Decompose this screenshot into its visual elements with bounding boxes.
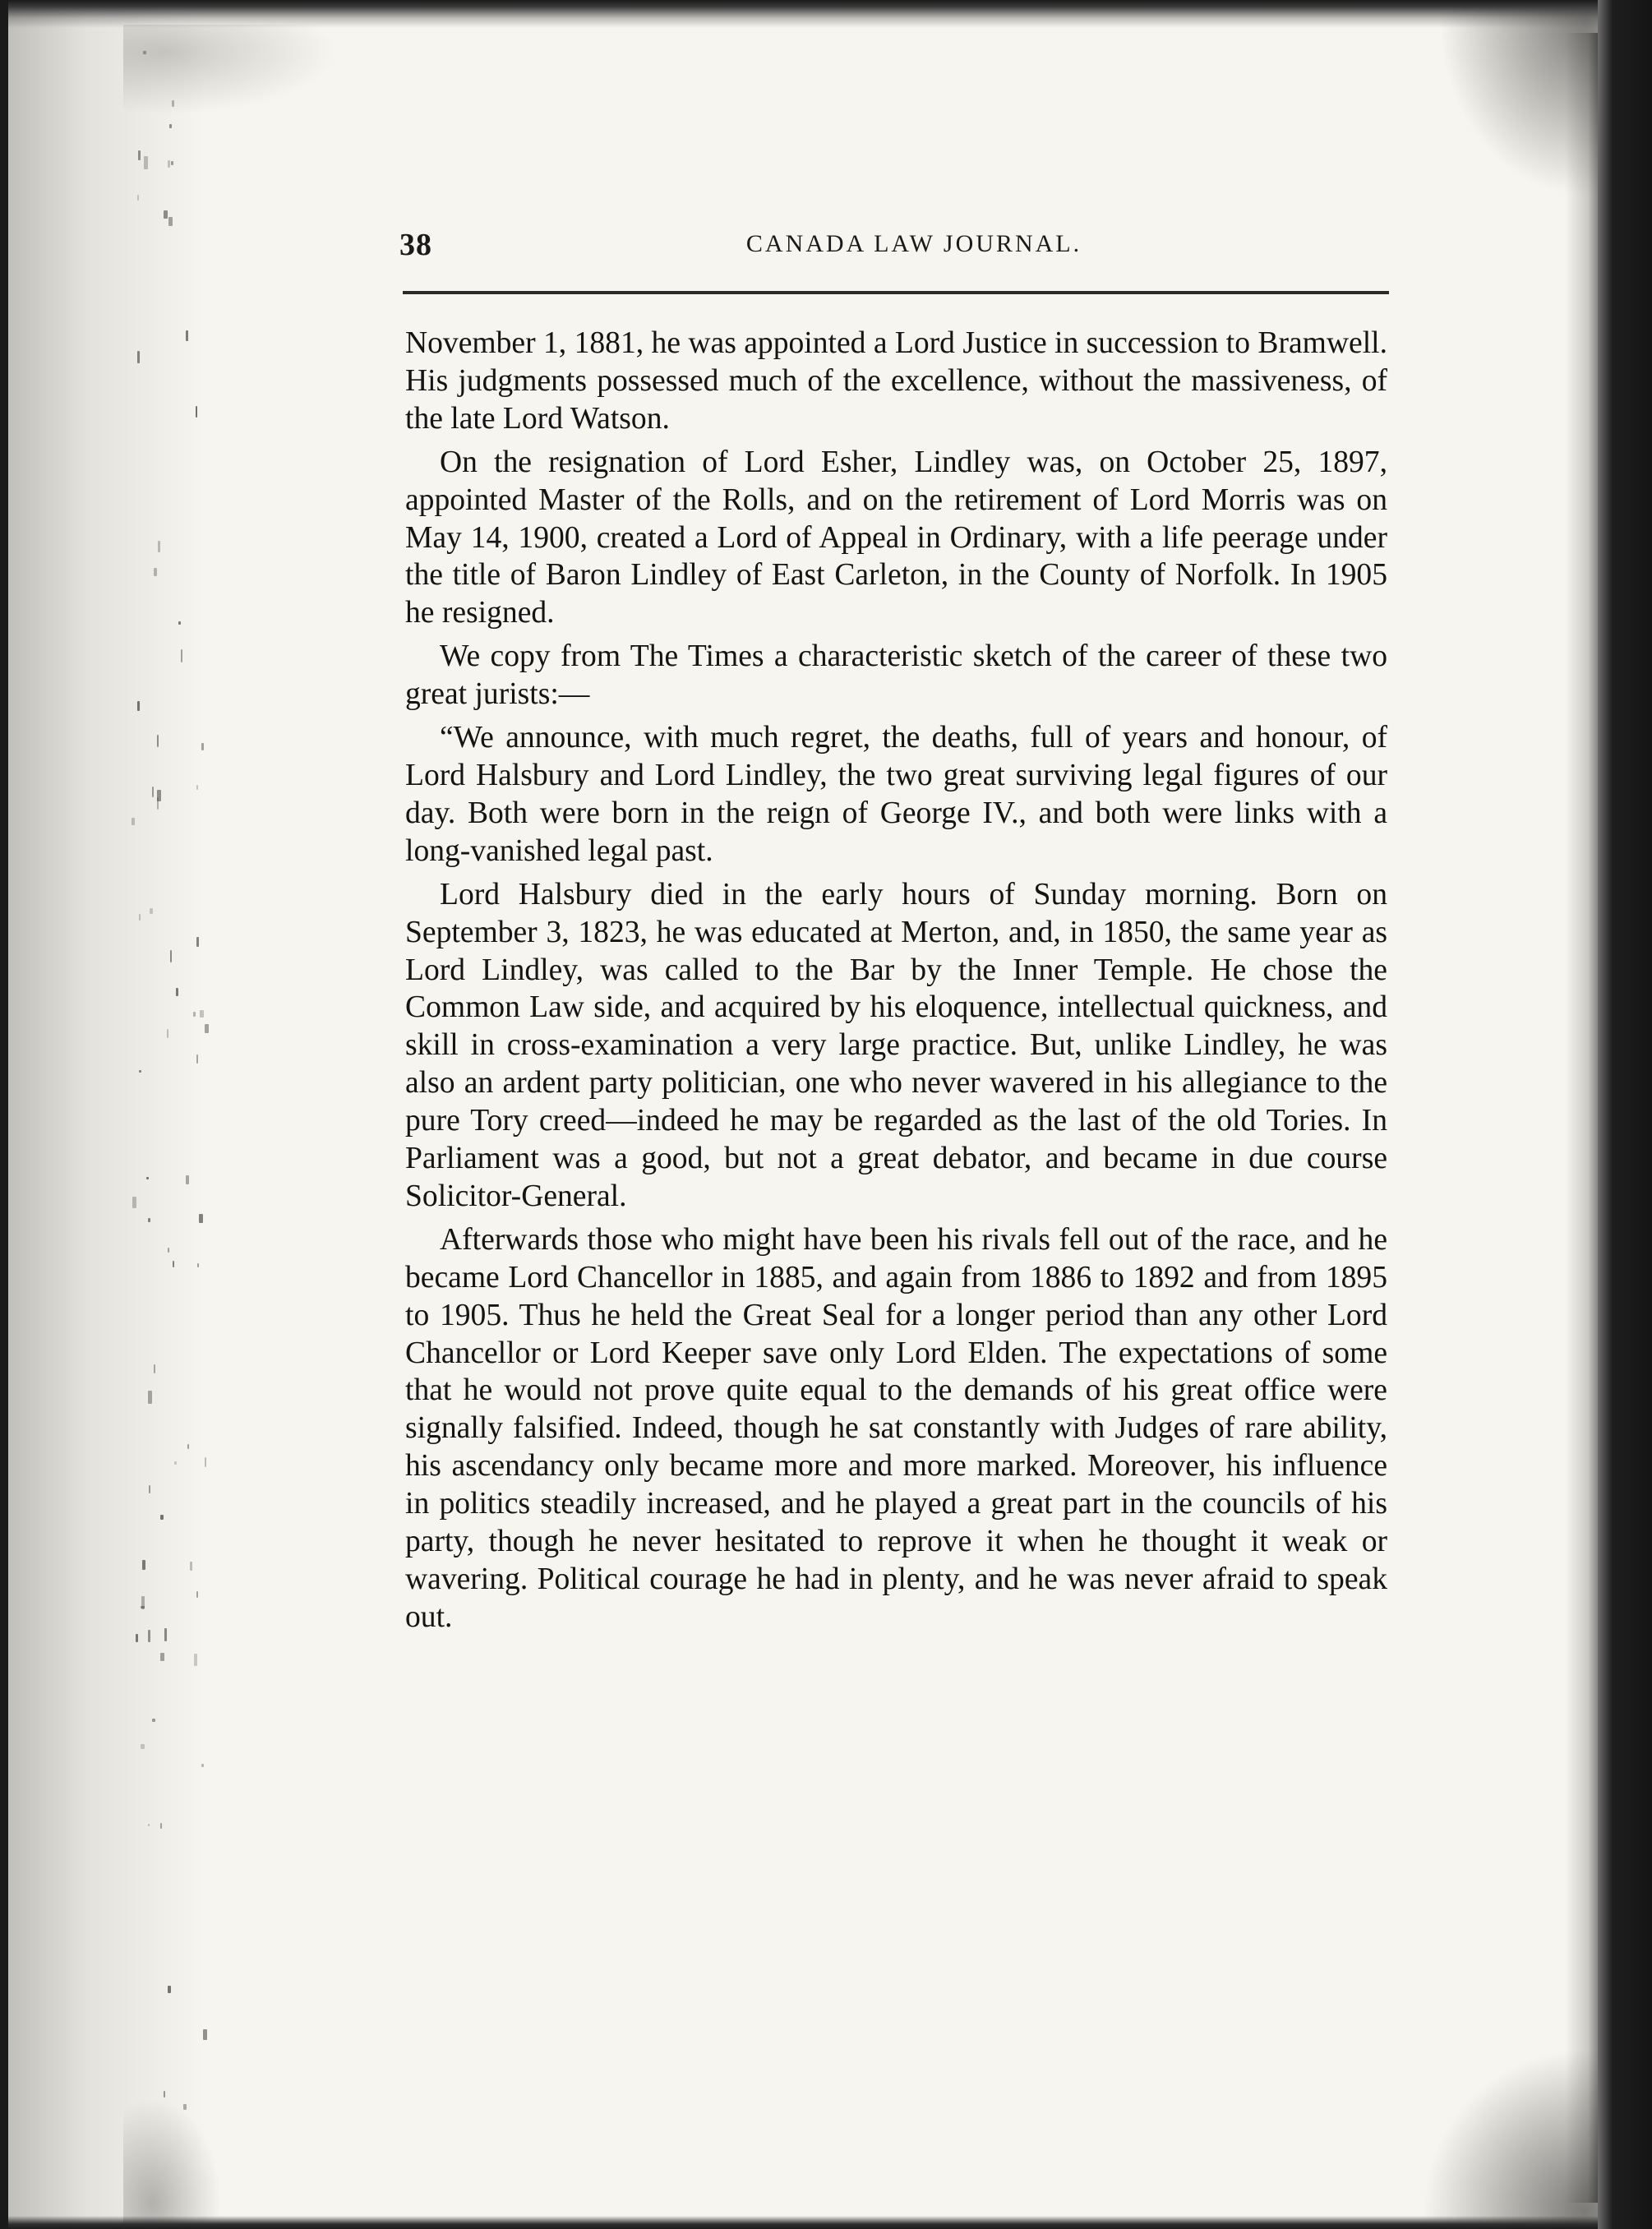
speckle [160, 1823, 162, 1829]
body-text [405, 325, 1387, 1636]
speckle [196, 937, 199, 947]
speckle [136, 1634, 138, 1642]
speckle [148, 1824, 150, 1826]
speckle [139, 914, 141, 921]
speckle [154, 568, 157, 576]
speckle [190, 1562, 192, 1571]
scan-smudge-top-right [1438, 0, 1603, 197]
speckle [196, 406, 197, 418]
speckle [186, 1175, 189, 1184]
speckle [168, 1986, 171, 1993]
speckle [164, 1628, 167, 1641]
speckle [137, 351, 140, 363]
speckle [132, 1197, 136, 1208]
speckle [168, 217, 173, 226]
journal-title: CANADA LAW JOURNAL. [745, 230, 1082, 257]
scan-border-left [0, 0, 8, 2229]
paragraph: Lord Halsbury died in the early hours of Sunday morning. Born on September 3, 1823, he was educated at Merton, and, in 1850, the same year as Lord Lindley, was called to the Bar by the Inner Temple. He chose the Common Law side, and acquired by his eloquence, intellectual quickness, and skill in cross-examination a very large practice. But, unlike Lindley, he was also an ardent party politician, one who never wavered in his allegiance to the pure Tory creed—indeed he may be regarded as the last of the old Tories. In Parliament was a good, but not a great debator, and became in due course Solicitor-General. [405, 877, 1387, 1213]
scan-border-top [0, 0, 1652, 28]
speckle [187, 1444, 189, 1449]
speckle [205, 1457, 206, 1467]
right-page-shadow [1565, 33, 1598, 2203]
speckle [168, 1248, 169, 1253]
speckle [181, 649, 182, 662]
speckle [148, 1218, 150, 1222]
speckle [137, 195, 139, 201]
speckle [193, 1012, 196, 1017]
speckle [203, 2029, 207, 2040]
speckle [149, 1485, 150, 1493]
speckle [141, 1744, 145, 1749]
paragraph: Afterwards those who might have been his rivals fell out of the race, and he became Lord Chancellor in 1885, and again from 1886 to 1892 and from 1895 to 1905. Thus he held the Great Seal for a longer period than any other Lord Chancellor or Lord Keeper save only Lord Elden. The expectations of some that he would not prove quite equal to the demands of his great office were signally falsified. Indeed, though he sat constantly with Judges of rare ability, his ascendancy only became more and more marked. Moreover, his influence in politics steadily increased, and he played a great part in the councils of his party, though he never hesitated to reprove it when he thought it weak or wavering. Political courage he had in plenty, and he was never afraid to speak out. [405, 1222, 1387, 1634]
scan-smudge-bottom-left [123, 2097, 222, 2229]
speckle [167, 1029, 168, 1038]
speckle [194, 1654, 197, 1666]
scan-border-bottom [0, 2216, 1652, 2229]
speckle [196, 1591, 198, 1598]
left-gutter-shadow [8, 0, 205, 2229]
scan-smudge-bottom-right [1422, 2048, 1603, 2229]
scan-border-right [1598, 0, 1652, 2229]
speckle [148, 1391, 152, 1404]
speckle [196, 1055, 198, 1064]
speckle [157, 735, 159, 747]
speckle [152, 787, 154, 797]
speckle [150, 908, 153, 914]
speckle [200, 1010, 204, 1018]
header-rule [403, 291, 1389, 294]
speckle [146, 1177, 149, 1179]
running-head [399, 222, 1387, 271]
speckle [199, 1214, 203, 1223]
speckle [174, 1461, 177, 1465]
speckle [132, 818, 135, 825]
speckle [176, 988, 178, 996]
speckle [178, 621, 181, 625]
speckle [139, 1070, 141, 1073]
speckle [201, 743, 204, 750]
paragraph: “We announce, with much regret, the deaths, full of years and honour, of Lord Halsbury and Lord Lindley, the two great surviving legal figures of our day. Both were born in the reign of George IV., and both were links with a long-vanished legal past. [405, 721, 1387, 868]
speckle [160, 1653, 164, 1661]
speckle [160, 1515, 164, 1520]
speckle [164, 2091, 165, 2097]
speckle [154, 1364, 155, 1373]
speckle [183, 2104, 187, 2110]
scan-smudge-top-left [123, 25, 337, 115]
speckle [143, 51, 146, 54]
paragraph: On the resignation of Lord Esher, Lindley was, on October 25, 1897, appointed Master of the Rolls, and on the retirement of Lord Morris was on May 14, 1900, created a Lord of Appeal in Ordinary, with a life peerage under the title of Baron Lindley of East Carleton, in the County of Norfolk. In 1905 he resigned. [405, 445, 1387, 630]
speckle [196, 785, 198, 790]
speckle [152, 1719, 155, 1722]
speckle [171, 161, 173, 165]
speckle [173, 1261, 174, 1267]
speckle [158, 541, 160, 552]
speckle [157, 790, 161, 801]
speckle [172, 100, 174, 107]
paragraph: We copy from The Times a characteristic sketch of the career of these two great jurists:— [405, 639, 1387, 712]
speckle [164, 210, 168, 219]
speckle [201, 1764, 204, 1767]
speckle [205, 1024, 209, 1033]
speckle [148, 1630, 150, 1642]
speckle [169, 124, 172, 128]
paragraph: November 1, 1881, he was appointed a Lord Justice in succession to Bramwell. His judgments possessed much of the excellence, without the massiveness, of the late Lord Watson. [405, 326, 1387, 436]
speckle [142, 1560, 145, 1570]
speckle [197, 1263, 199, 1267]
speckle [170, 950, 172, 962]
speckle [168, 160, 170, 168]
speckle [137, 701, 140, 711]
speckle [186, 330, 188, 341]
speckle [144, 156, 148, 169]
page-number: 38 [399, 228, 432, 262]
speckle [141, 1596, 145, 1609]
speckle [138, 150, 141, 160]
